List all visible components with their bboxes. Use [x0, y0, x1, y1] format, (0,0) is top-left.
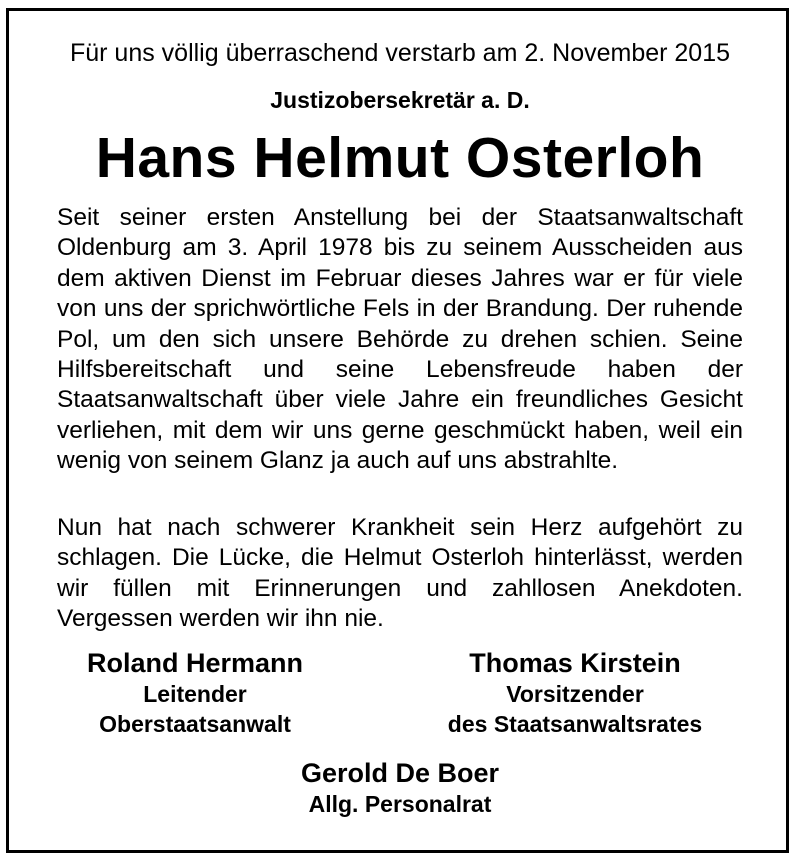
- tribute-paragraph: Seit seiner ersten Anstellung bei der Staatsanwaltschaft Oldenburg am 3. April 1978 bis zu seinem Ausscheiden aus dem aktiven Dienst im Februar dieses Jahres war er für viele von uns der sprichwörtliche Fels in der Brandung. Der ruhende Pol, um den sich unsere Behörde zu drehen schien. Seine Hilfsbereitschaft und seine Lebensfreude haben der Staatsanwaltschaft über viele Jahre ein freundliches Gesicht verliehen, mit dem wir uns gerne geschmückt haben, weil ein wenig von seinem Glanz ja auch auf uns abstrahlte.: [57, 204, 743, 475]
- signatory-name: Thomas Kirstein: [469, 648, 681, 678]
- signatory-title: Vorsitzender: [506, 681, 644, 707]
- signatory-title: Allg. Personalrat: [308, 791, 492, 817]
- signatory-title: Leitender: [143, 681, 247, 707]
- deceased-rank: Justizobersekretär a. D.: [270, 87, 530, 113]
- signatory-title: Oberstaatsanwalt: [99, 711, 291, 737]
- closing-paragraph: Nun hat nach schwerer Krankheit sein Herz aufgehört zu schlagen. Die Lücke, die Helmut Osterloh hinterlässt, werden wir füllen mit Erinnerungen und zahllosen Anekdoten. Vergessen werden wir ihn nie.: [57, 514, 743, 633]
- intro-line: Für uns völlig überraschend verstarb am 2. November 2015: [69, 39, 731, 67]
- signatory-title: des Staatsanwaltsrates: [447, 711, 703, 737]
- signatory: [230, 757, 570, 819]
- signatory-name: Gerold De Boer: [300, 758, 500, 788]
- deceased-name: Hans Helmut Osterloh: [95, 126, 705, 190]
- signatory: [400, 647, 750, 739]
- signatory-name: Roland Hermann: [86, 648, 304, 678]
- signatory: [40, 647, 350, 739]
